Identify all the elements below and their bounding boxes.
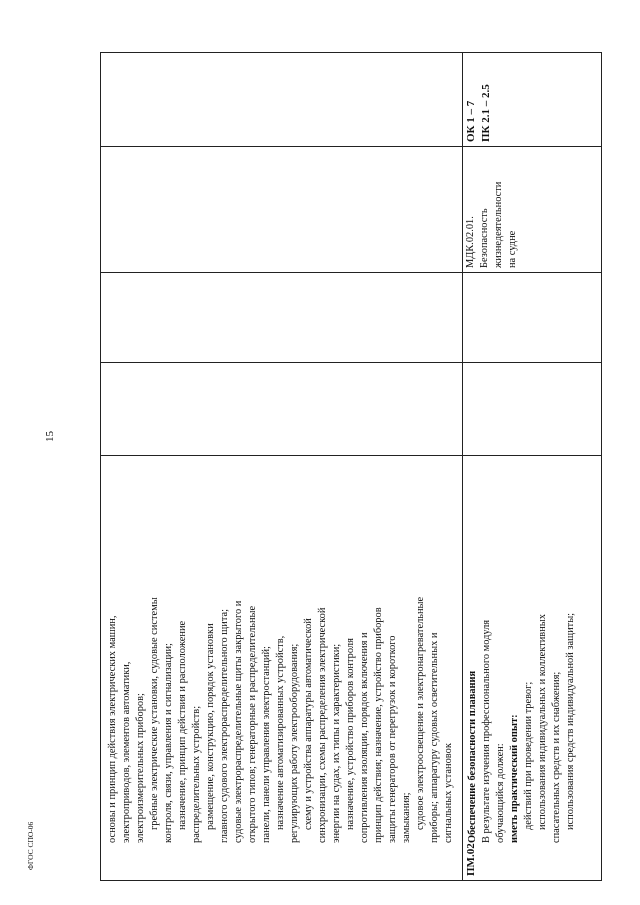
prev-line-5: назначение, принцип действия и расположение <box>177 620 188 830</box>
pm-line-6: использования средств индивидуальной защиты; <box>565 612 576 830</box>
pm-line-4: использования индивидуальных и коллективных <box>537 614 548 830</box>
prev-line-11: панели, панели управления электростанций; <box>261 646 272 843</box>
footer-label: ФГОС СПО-06 <box>26 821 35 870</box>
prev-line-20: защиты генераторов от перегрузок и короткого <box>387 635 398 843</box>
pm-code: ПМ.02 <box>465 843 477 876</box>
competency-line-0: ОК 1 – 7 <box>465 100 477 142</box>
mdk-line-0: МДК.02.01. <box>465 216 476 268</box>
prev-line-6: распределительных устройств; <box>191 705 202 843</box>
prev-line-3: гребные электрические установки, судовые системы <box>149 597 160 830</box>
prev-line-18: сопротивления изоляции, порядок включения и <box>359 632 370 843</box>
prev-line-23: приборы; аппаратуру судовых осветительных и <box>429 632 440 843</box>
pm-line-3: действий при проведении тревог; <box>523 681 534 830</box>
table-right-border <box>601 52 602 881</box>
column-line-2 <box>100 362 602 363</box>
pm-heading: Обеспечение безопасности плавания <box>467 670 478 843</box>
prev-line-8: главного судового электрораспределительного щита; <box>219 608 230 843</box>
column-line-3 <box>100 272 602 273</box>
prev-line-14: схему и устройства аппаратуры автоматической <box>303 618 314 830</box>
competency-line-1: ПК 2.1 – 2.5 <box>480 84 492 142</box>
prev-line-9: судовые электрораспределительные щиты закрытого и <box>233 600 244 843</box>
page-number: 15 <box>44 431 56 442</box>
prev-line-16: энергии на судах, их типы и характеристики; <box>331 643 342 843</box>
prev-line-22: судовое электроосвещение и электронагревательные <box>415 596 426 830</box>
prev-line-0: основы и принцип действия электрических машин, <box>107 615 118 843</box>
row-separator <box>462 52 463 881</box>
prev-line-19: принцип действия; назначение, устройство приборов <box>373 607 384 843</box>
pm-line-5: спасательных средств и их снабжения; <box>551 671 562 843</box>
prev-line-17: назначение, устройство приборов контроля <box>345 638 356 830</box>
column-line-1 <box>100 455 602 456</box>
column-line-4 <box>100 146 602 147</box>
prev-line-2: электроизмерительных приборов; <box>135 693 146 843</box>
prev-line-10: открытого типов; генераторные и распределительные <box>247 605 258 843</box>
pm-line-2: иметь практический опыт: <box>509 714 520 843</box>
table-left-border <box>100 52 101 881</box>
table-bottom-border <box>100 880 602 881</box>
prev-line-15: синхронизации, схемы распределения электрической <box>317 607 328 843</box>
mdk-line-1: Безопасность <box>479 208 490 268</box>
prev-line-21: замыкания; <box>401 792 412 843</box>
prev-line-24: сигнальных установок <box>443 743 454 843</box>
prev-line-1: электроприводов, элементов автоматики, <box>121 661 132 843</box>
table-top-border <box>100 52 602 53</box>
prev-line-13: регулирующих работу электрооборудования; <box>289 643 300 843</box>
mdk-line-3: на судне <box>507 230 518 268</box>
prev-line-7: размещение, конструкцию, порядок установки <box>205 623 216 830</box>
prev-line-12: назначение автоматизированных устройств, <box>275 635 286 830</box>
pm-line-1: обучающийся должен: <box>495 743 506 843</box>
mdk-line-2: жизнедеятельности <box>493 181 504 268</box>
prev-line-4: контроля, связи, управления и сигнализации; <box>163 643 174 843</box>
pm-line-0: В результате изучения профессионального модуля <box>481 619 492 843</box>
